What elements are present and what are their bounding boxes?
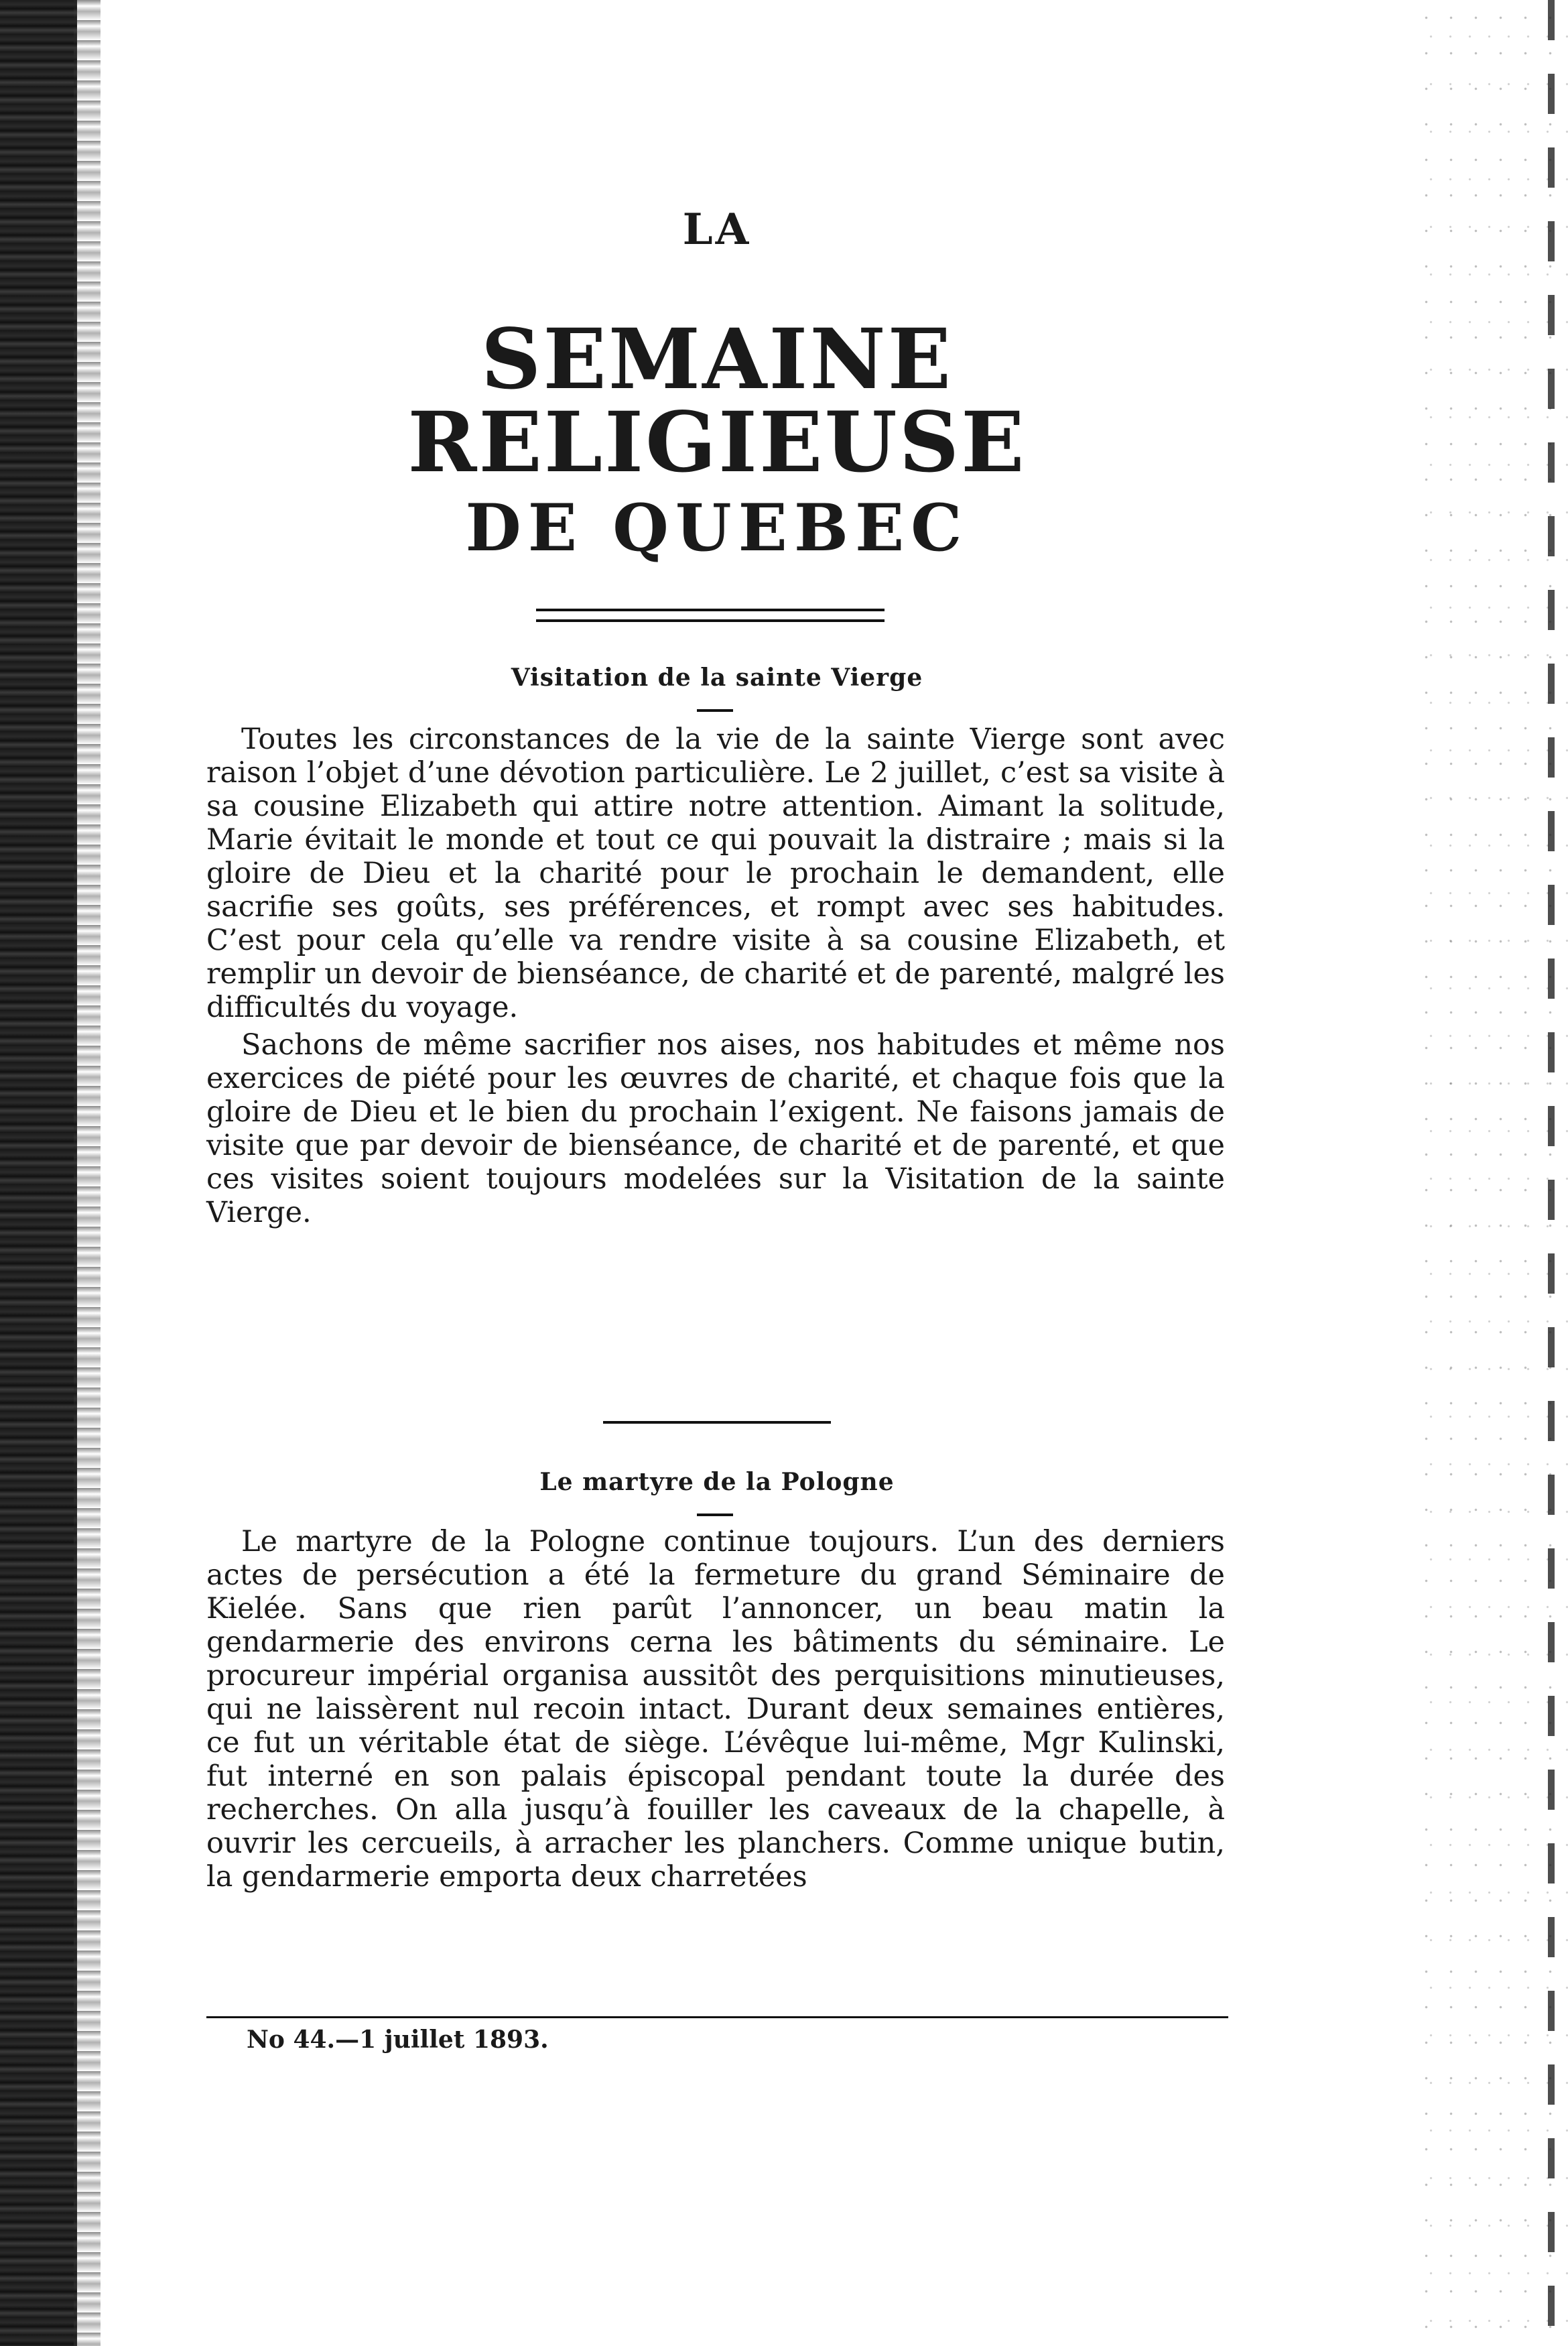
section-title-rule: [697, 1514, 733, 1516]
section-separator: [603, 1421, 831, 1424]
binding-edge: [0, 0, 77, 2346]
document-page: [201, 0, 1233, 2346]
paragraph: Le martyre de la Pologne continue toujours. L’un des derniers actes de persécution a été la fermeture du grand Séminaire de Kielée. Sans que rien parût l’annoncer, un beau matin la gendarmerie des environs cerna les bâtiments du séminaire. Le procureur impérial organisa aussitôt des perquisitions minutieuses, qui ne laissèrent nul recoin intact. Durant deux semaines entières, ce fut un véritable état de siège. L’évêque lui-même, Mgr Kulinski, fut interné en son palais épiscopal pendant toute la durée des recherches. On alla jusqu’à fouiller les caveaux de la chapelle, à ouvrir les cercueils, à arracher les planchers. Comme unique butin, la gendarmerie emporta deux charretées: [206, 1525, 1225, 1894]
masthead-subtitle: DE QUEBEC: [465, 490, 969, 566]
section-body-visitation: [206, 723, 1225, 1229]
section-body-pologne: [206, 1525, 1225, 1894]
masthead-article: LA: [682, 204, 752, 255]
issue-footer: No 44.—1 juillet 1893.: [247, 2026, 549, 2054]
section-title-pologne: Le martyre de la Pologne: [539, 1468, 895, 1496]
scan-edge-rule: [1548, 0, 1555, 2346]
section-title-visitation: Visitation de la sainte Vierge: [511, 664, 923, 692]
section-title-rule: [697, 709, 733, 712]
masthead-title: SEMAINE RELIGIEUSE: [407, 311, 1027, 491]
binding-fray: [74, 0, 101, 2346]
paragraph: Toutes les circonstances de la vie de la sainte Vierge sont avec raison l’objet d’une dévotion particulière. Le 2 juillet, c’est sa visite à sa cousine Elizabeth qui attire notre attention. Aimant la solitude, Marie évitait le monde et tout ce qui pouvait la distraire ; mais si la gloire de Dieu et la charité pour le prochain le demandent, elle sacrifie ses goûts, ses préférences, et rompt avec ses habitudes. C’est pour cela qu’elle va rendre visite à sa cousine Elizabeth, et remplir un devoir de bienséance, de charité et de parenté, malgré les difficultés du voyage.: [206, 723, 1225, 1024]
paragraph: Sachons de même sacrifier nos aises, nos habitudes et même nos exercices de piété pour les œuvres de charité, et chaque fois que la gloire de Dieu et le bien du prochain l’exigent. Ne faisons jamais de visite que par devoir de bienséance, de charité et de parenté, et que ces visites soient toujours modelées sur la Visitation de la sainte Vierge.: [206, 1028, 1225, 1229]
masthead-double-rule: [536, 609, 885, 622]
scan-speckle: [1414, 0, 1568, 2346]
footer-rule: [206, 2016, 1228, 2018]
